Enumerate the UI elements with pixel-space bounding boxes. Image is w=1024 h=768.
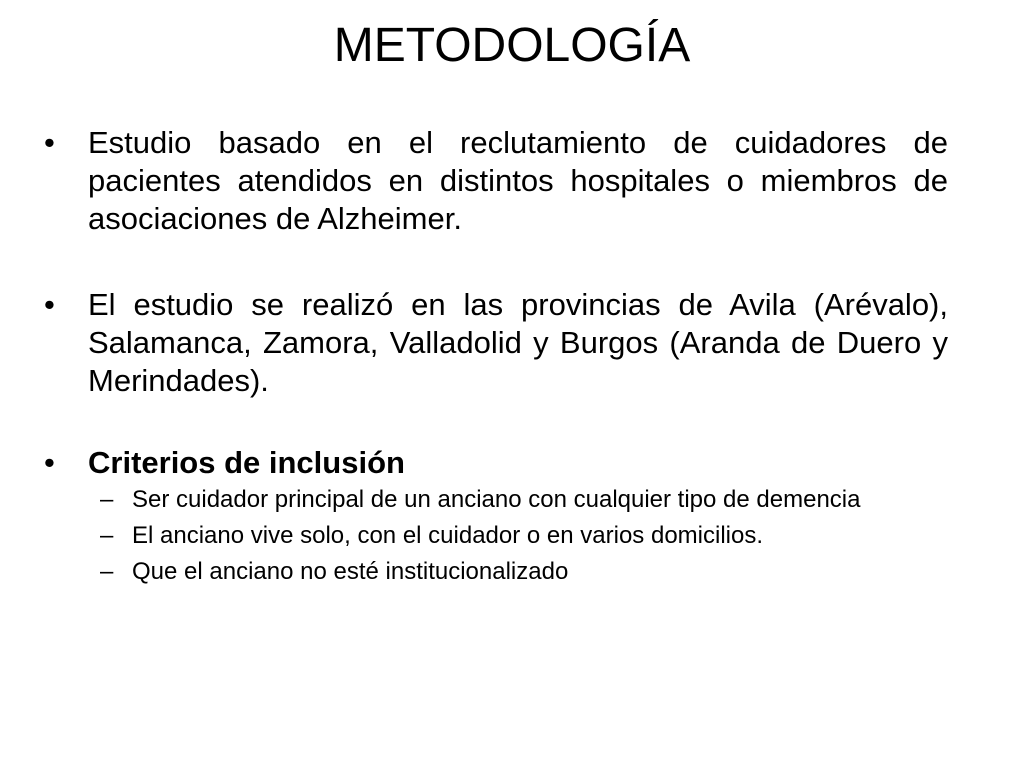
slide-title: METODOLOGÍA: [333, 19, 691, 72]
bullet-item-inclusion-criteria: [44, 444, 948, 482]
dash-marker: –: [100, 486, 114, 513]
sub-bullet-item: [100, 486, 948, 514]
dash-marker: –: [100, 522, 114, 549]
bullet-item-provinces: [44, 286, 948, 400]
sub-bullet-text: Que el anciano no esté institucionalizado: [132, 558, 569, 585]
sub-bullet-item: [100, 522, 948, 550]
bullet-marker: •: [44, 445, 55, 480]
dash-marker: –: [100, 558, 114, 585]
sub-bullet-list: [100, 486, 948, 586]
bullet-item-recruitment: [44, 124, 948, 238]
bullet-heading: Criterios de inclusión: [88, 445, 405, 480]
bullet-text: El estudio se realizó en las provincias de Avila (Arévalo), Salamanca, Zamora, Valladolid y Burgos (Aranda de Duero y Merindades).: [88, 287, 948, 398]
bullet-marker: •: [44, 287, 55, 322]
bullet-list: [44, 124, 948, 594]
sub-bullet-text: Ser cuidador principal de un anciano con cualquier tipo de demencia: [132, 486, 861, 513]
sub-bullet-text: El anciano vive solo, con el cuidador o en varios domicilios.: [132, 522, 763, 549]
bullet-marker: •: [44, 125, 55, 160]
sub-bullet-item: [100, 558, 948, 586]
bullet-text: Estudio basado en el reclutamiento de cuidadores de pacientes atendidos en distintos hospitales o miembros de asociaciones de Alzheimer.: [88, 125, 948, 236]
